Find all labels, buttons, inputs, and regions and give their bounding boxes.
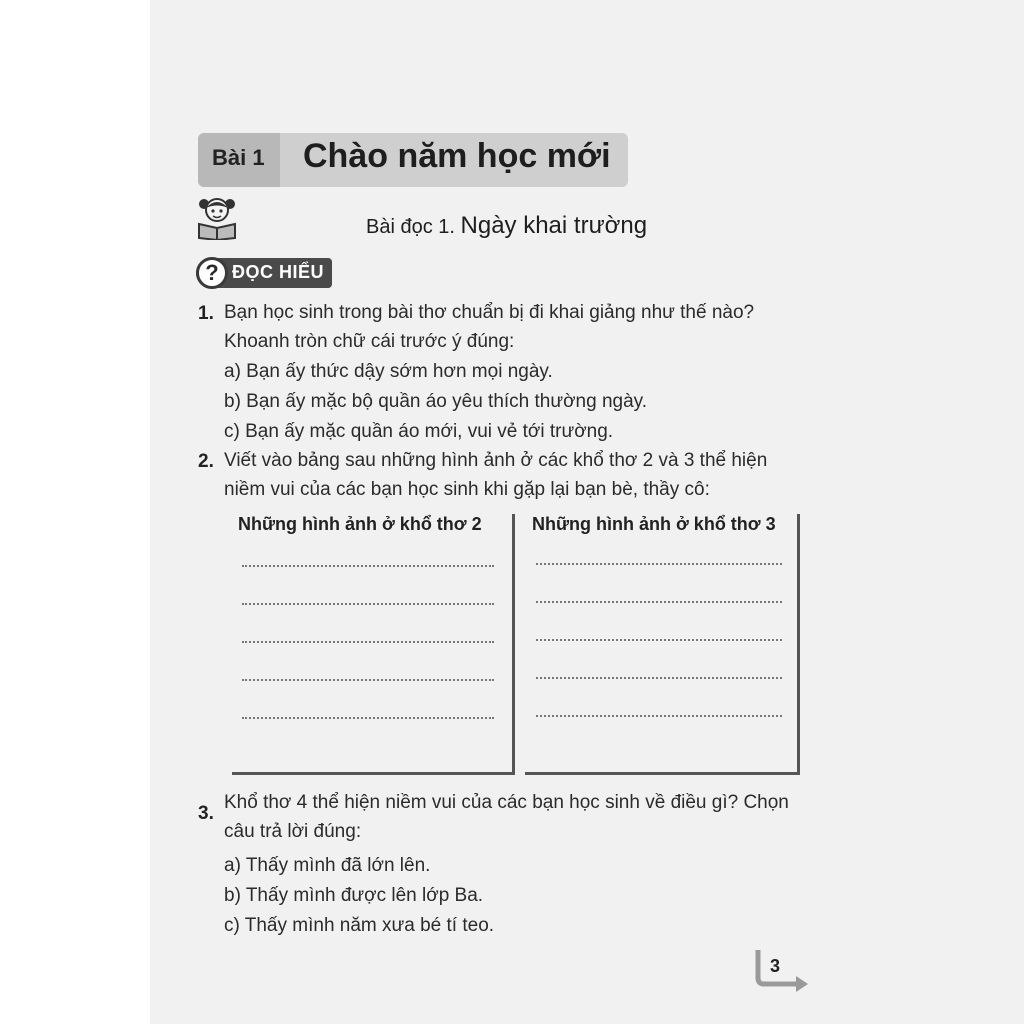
question-1-line-1: Bạn học sinh trong bài thơ chuẩn bị đi khai giảng như thế nào? [224,302,755,323]
answer-table-column-2 [232,514,515,775]
question-1-option-b: b) Bạn ấy mặc bộ quần áo yêu thích thường ngày. [224,391,648,412]
answer-line[interactable] [242,717,494,719]
answer-line[interactable] [242,679,494,681]
answer-line[interactable] [242,603,494,605]
reading-title: Ngày khai trường [460,212,648,239]
question-1-option-a: a) Bạn ấy thức dậy sớm hơn mọi ngày. [224,361,553,382]
section-label: ĐỌC HIỂU [232,262,325,282]
question-mark-icon: ? [196,257,228,289]
reading-subtitle [366,212,647,240]
question-2-number: 2. [198,451,214,472]
answer-line[interactable] [242,565,494,567]
answer-table-column-3 [525,514,800,775]
answer-line[interactable] [536,715,782,717]
table-header-stanza-2: Những hình ảnh ở khổ thơ 2 [238,514,482,534]
question-2-line-2: niềm vui của các bạn học sinh khi gặp lại bạn bè, thầy cô: [224,479,710,500]
question-1-line-2: Khoanh tròn chữ cái trước ý đúng: [224,331,515,352]
answer-line[interactable] [536,639,782,641]
table-header-stanza-3: Những hình ảnh ở khổ thơ 3 [532,514,776,534]
question-3-number: 3. [198,803,214,824]
answer-line[interactable] [536,601,782,603]
question-3-option-c: c) Thấy mình năm xưa bé tí teo. [224,915,495,936]
question-2-line-1: Viết vào bảng sau những hình ảnh ở các khổ thơ 2 và 3 thể hiện [224,450,768,471]
answer-line[interactable] [536,677,782,679]
answer-line[interactable] [242,641,494,643]
question-1-option-c: c) Bạn ấy mặc quần áo mới, vui vẻ tới trường. [224,421,614,442]
question-3-option-b: b) Thấy mình được lên lớp Ba. [224,885,484,906]
question-3-line-1: Khổ thơ 4 thể hiện niềm vui của các bạn học sinh về điều gì? Chọn [224,792,789,813]
reading-prefix: Bài đọc 1. [366,216,455,238]
question-3-option-a: a) Thấy mình đã lớn lên. [224,855,431,876]
question-3-line-2: câu trả lời đúng: [224,821,362,842]
answer-line[interactable] [536,563,782,565]
page-corner-arrow-icon [752,948,812,992]
page-number: 3 [770,956,781,976]
question-1-number: 1. [198,303,214,324]
girl-reading-book-icon [196,196,238,240]
lesson-title: Chào năm học mới [303,137,611,175]
lesson-number: Bài 1 [212,145,265,170]
